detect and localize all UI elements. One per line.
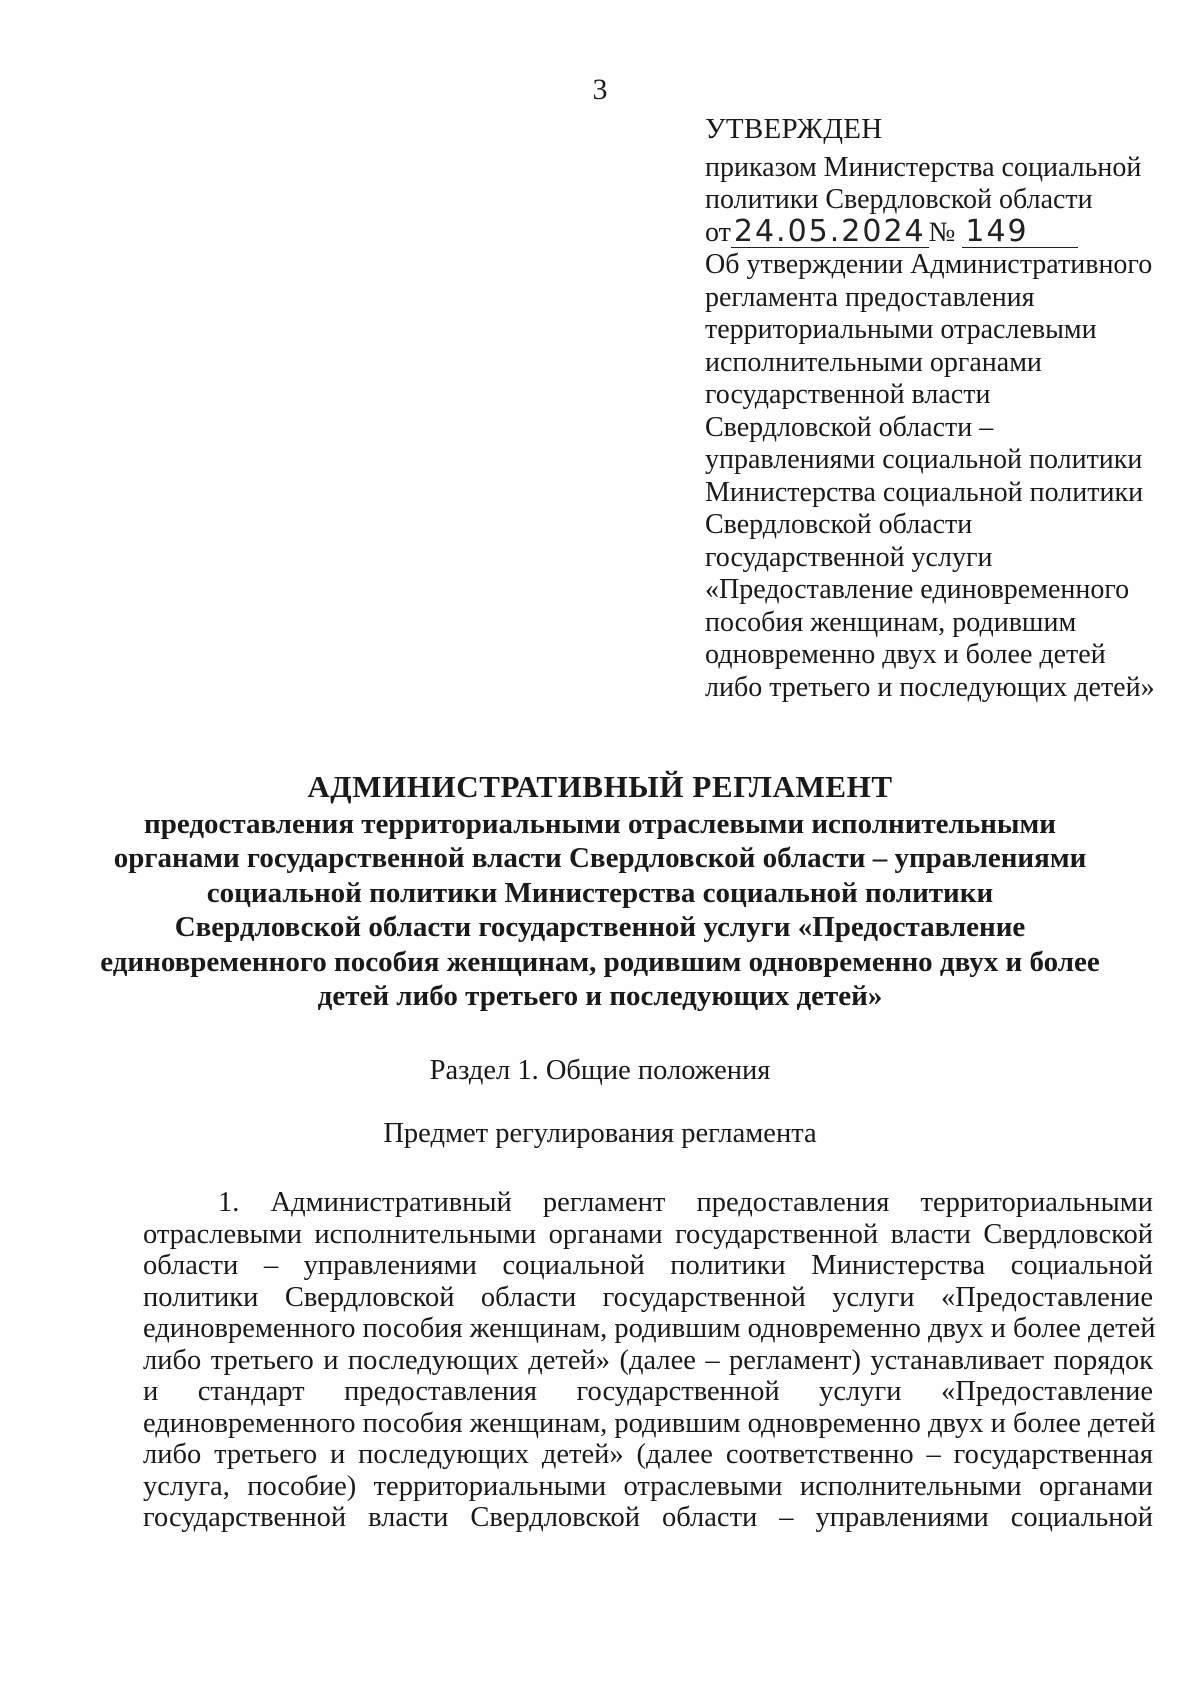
approval-line: политики Свердловской области xyxy=(705,184,1093,215)
handwritten-number: 149 xyxy=(962,217,1078,248)
title-line: предоставления территориальными отраслевыми исполнительными xyxy=(144,807,1056,840)
title-line: Свердловской области государственной услуги «Предоставление xyxy=(174,911,1026,943)
paragraph-line: 1. Административный регламент предоставления территориальными xyxy=(218,1187,1153,1218)
document-title xyxy=(0,770,1200,1014)
approval-subject-line: регламента предоставления xyxy=(705,281,1035,313)
approval-subject-line: либо третьего и последующих детей» xyxy=(705,671,1155,703)
paragraph-line: государственной власти Свердловской области – управлениями социальной xyxy=(143,1502,1153,1533)
approval-subject-line: Министерства социальной политики xyxy=(705,476,1144,508)
paragraph-line: политики Свердловской области государственной услуги «Предоставление xyxy=(143,1281,1153,1313)
title-line: социальной политики Министерства социальной политики xyxy=(206,876,994,909)
paragraph-line: единовременного пособия женщинам, родившим одновременно двух и более детей xyxy=(143,1313,1156,1344)
approval-subject-line: Об утверждении Административного xyxy=(705,249,1153,280)
approval-subject-line: управлениями социальной политики xyxy=(705,444,1143,475)
paragraph-line: и стандарт предоставления государственной услуги «Предоставление xyxy=(143,1376,1153,1407)
paragraph-1 xyxy=(143,1187,1156,1534)
paragraph-line: области – управлениями социальной политики Министерства социальной xyxy=(143,1250,1153,1281)
approval-subject-line: Свердловской области xyxy=(705,509,973,540)
title-line: единовременного пособия женщинам, родившим одновременно двух и более xyxy=(100,945,1100,978)
number-prefix: № xyxy=(928,216,956,248)
title-line: детей либо третьего и последующих детей» xyxy=(317,980,883,1012)
paragraph-line: единовременного пособия женщинам, родившим одновременно двух и более детей xyxy=(143,1407,1156,1439)
approval-subject-line: государственной власти xyxy=(705,379,991,410)
paragraph-line: услуга, пособие) территориальными отраслевыми исполнительными органами xyxy=(143,1470,1153,1502)
approval-subject-line: «Предоставление единовременного xyxy=(705,574,1130,605)
approval-subject-line: Свердловской области – xyxy=(705,411,994,443)
approval-date-number-line xyxy=(705,213,1175,250)
approval-subject-line: одновременно двух и более детей xyxy=(705,639,1106,670)
title-line: органами государственной власти Свердловской области – управлениями xyxy=(113,842,1087,874)
approval-subject-line: исполнительными органами xyxy=(705,346,1042,378)
paragraph-line: либо третьего и последующих детей» (далее соответственно – государственная xyxy=(143,1439,1153,1470)
section-heading: Раздел 1. Общие положения xyxy=(429,1055,771,1086)
approval-line: приказом Министерства социальной xyxy=(705,151,1142,183)
title-main: АДМИНИСТРАТИВНЫЙ РЕГЛАМЕНТ xyxy=(307,769,893,804)
approval-subject-line: государственной услуги xyxy=(705,541,993,573)
approval-subject-line: пособия женщинам, родившим xyxy=(705,606,1077,638)
date-prefix: от xyxy=(705,216,731,248)
approval-stamp-block xyxy=(705,113,1175,704)
paragraph-line: либо третьего и последующих детей» (далее – регламент) устанавливает порядок xyxy=(143,1344,1153,1376)
subsection-heading: Предмет регулирования регламента xyxy=(383,1118,817,1149)
handwritten-date: 24.05.2024 xyxy=(731,217,929,248)
paragraph-line: отраслевыми исполнительными органами государственной власти Свердловской xyxy=(143,1218,1153,1250)
approval-subject-line: территориальными отраслевыми xyxy=(705,314,1097,345)
approved-label: УТВЕРЖДЕН xyxy=(705,113,883,145)
page-number: 3 xyxy=(592,73,608,106)
